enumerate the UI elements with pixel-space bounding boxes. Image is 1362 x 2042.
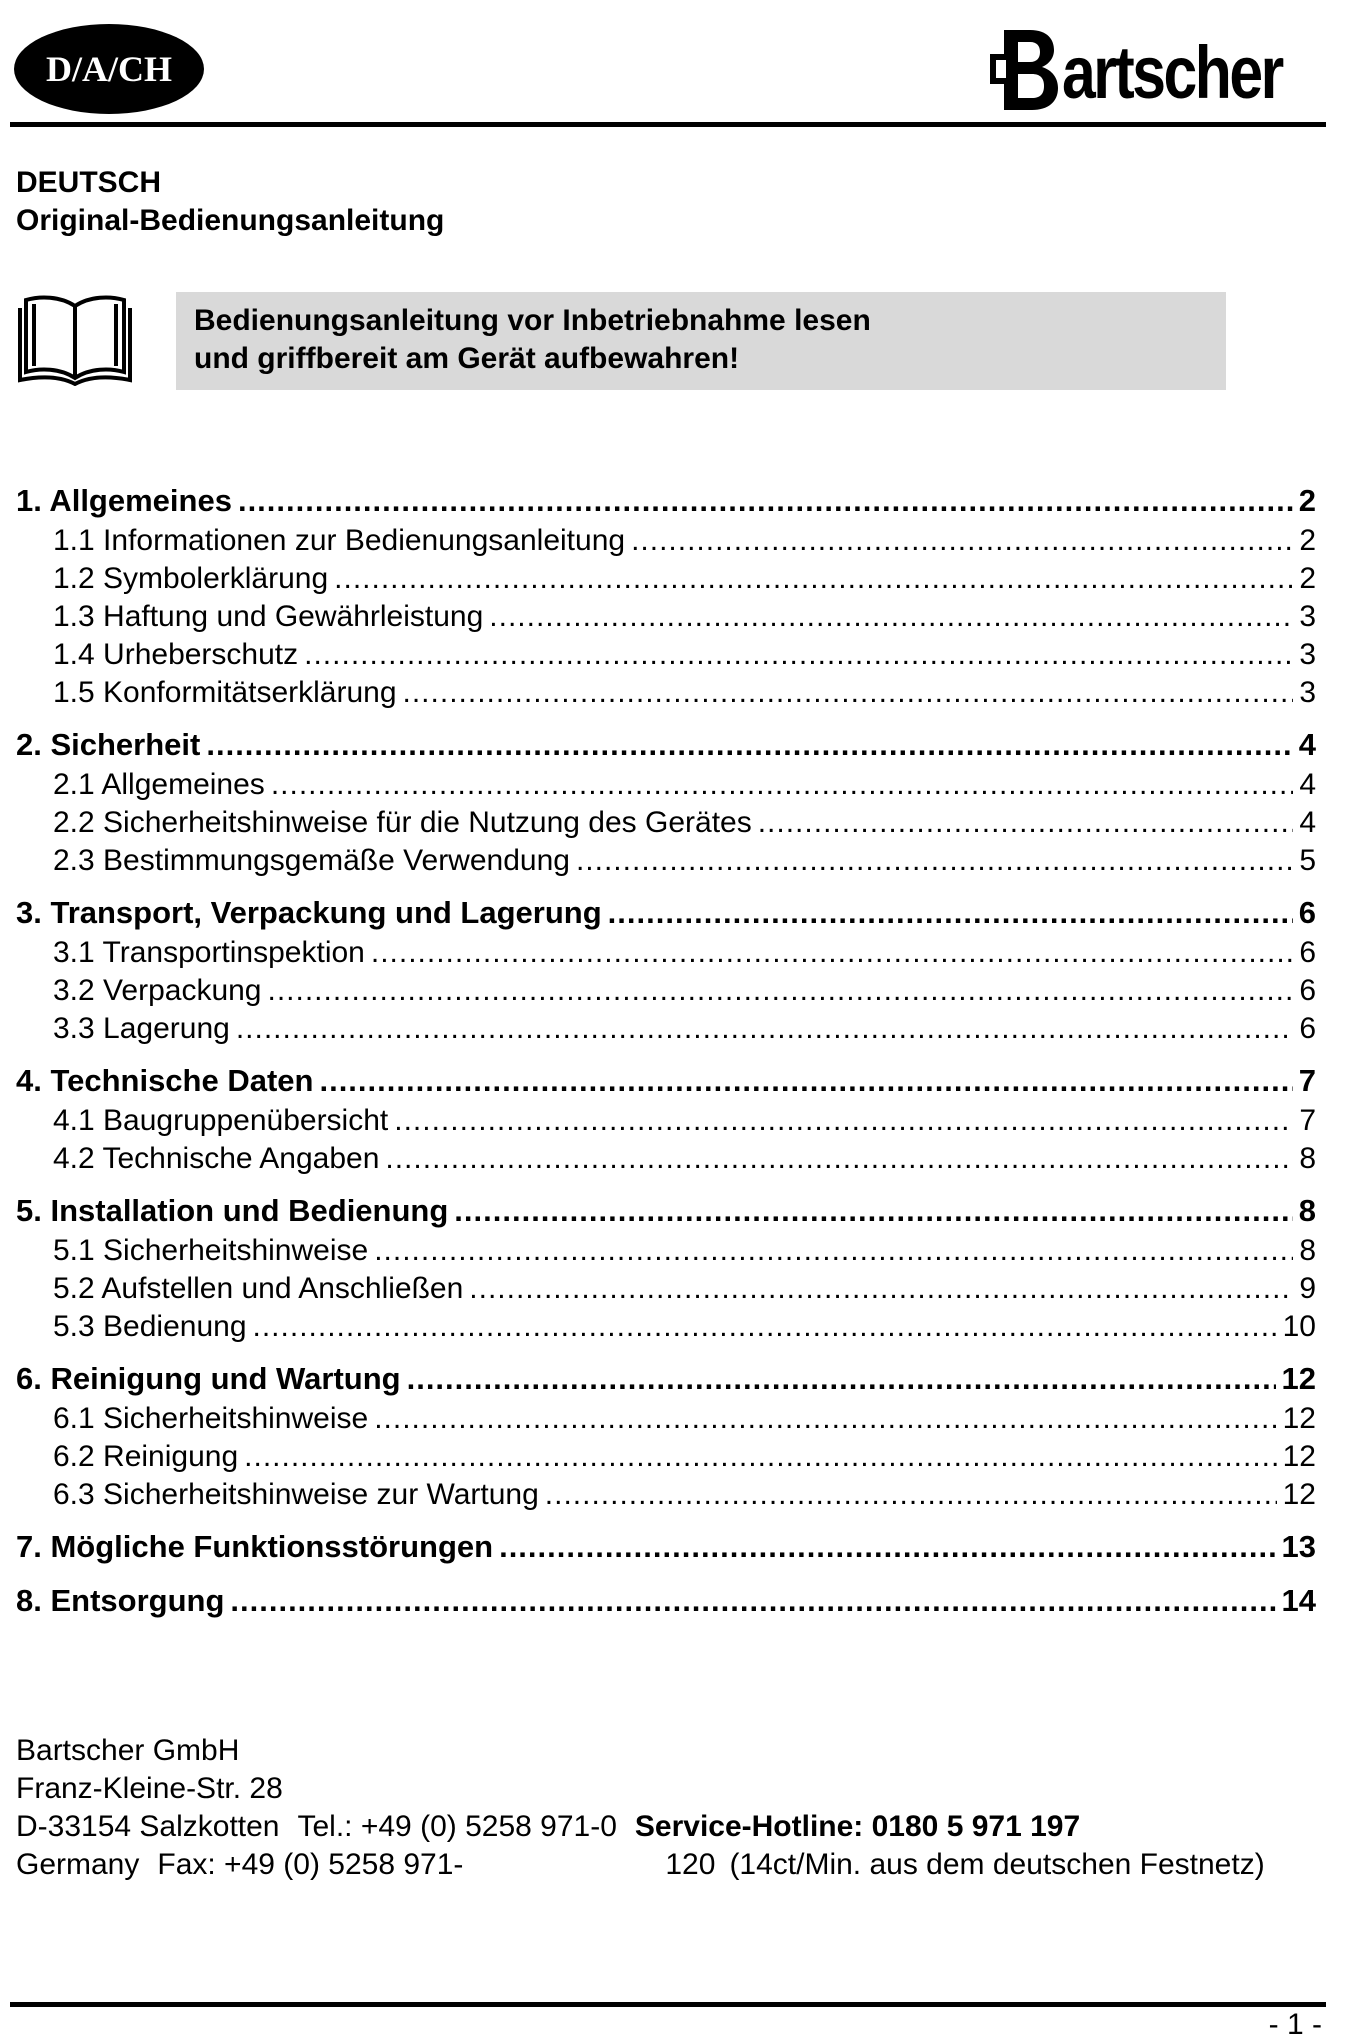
company-name: Bartscher GmbH	[16, 1734, 240, 1767]
toc-subsection	[16, 560, 1316, 598]
header-rule	[10, 122, 1326, 127]
toc-subsection-title: 6.3 Sicherheitshinweise zur Wartung	[53, 1478, 539, 1511]
toc-leader-dots	[454, 1190, 1292, 1232]
toc-subsection	[16, 1270, 1316, 1308]
toc-chapter-page: 14	[1281, 1583, 1316, 1618]
toc-leader-dots	[206, 724, 1292, 766]
toc-subsection-page: 8	[1299, 1142, 1316, 1175]
toc-subsection-title: 3.2 Verpackung	[53, 974, 262, 1007]
toc-leader-dots	[407, 1358, 1276, 1400]
toc-subsection	[16, 842, 1316, 880]
toc-leader-dots	[244, 1438, 1276, 1476]
address-city-row	[16, 1808, 1356, 1846]
toc-chapter-page: 2	[1298, 483, 1316, 518]
toc-subsection-title: 6.1 Sicherheitshinweise	[53, 1402, 369, 1435]
address-street	[16, 1770, 1356, 1808]
toc-leader-dots	[374, 1232, 1293, 1270]
telephone: Tel.: +49 (0) 5258 971-0	[297, 1810, 617, 1843]
toc-subsection	[16, 1232, 1316, 1270]
toc-subsection	[16, 1308, 1316, 1346]
toc-section	[16, 480, 1316, 712]
brand-name: artscher	[1062, 31, 1282, 114]
toc-leader-dots	[271, 766, 1294, 804]
toc-chapter-title: 2. Sicherheit	[16, 727, 201, 762]
toc-subsection-title: 4.2 Technische Angaben	[53, 1142, 380, 1175]
toc-subsection	[16, 522, 1316, 560]
region-badge	[14, 24, 204, 114]
toc-subsection	[16, 934, 1316, 972]
toc-chapter	[16, 1358, 1316, 1400]
toc-subsection	[16, 804, 1316, 842]
toc-subsection	[16, 1140, 1316, 1178]
toc-leader-dots	[334, 560, 1293, 598]
service-hotline: Service-Hotline: 0180 5 971 197	[634, 1810, 1081, 1843]
toc-subsection	[16, 674, 1316, 712]
toc-subsection-title: 1.5 Konformitätserklärung	[53, 676, 397, 709]
toc-subsection-page: 8	[1299, 1234, 1316, 1267]
toc-subsection-page: 12	[1282, 1440, 1316, 1473]
notice-line-1: Bedienungsanleitung vor Inbetriebnahme lesen	[194, 304, 871, 337]
toc-section	[16, 1358, 1316, 1514]
manual-subtitle: Original-Bedienungsanleitung	[16, 204, 445, 237]
toc-leader-dots	[394, 1102, 1293, 1140]
toc-leader-dots	[304, 636, 1293, 674]
toc-subsection-page: 4	[1299, 768, 1316, 801]
toc-subsection-page: 12	[1282, 1478, 1316, 1511]
fax-extension: 120	[665, 1848, 716, 1881]
toc-subsection	[16, 598, 1316, 636]
toc-subsection-title: 3.1 Transportinspektion	[53, 936, 365, 969]
toc-leader-dots	[374, 1400, 1276, 1438]
city: D-33154 Salzkotten	[16, 1810, 280, 1843]
toc-subsection-page: 6	[1299, 974, 1316, 1007]
toc-subsection	[16, 766, 1316, 804]
toc-chapter	[16, 480, 1316, 522]
toc-leader-dots	[489, 598, 1293, 636]
notice-line-2: und griffbereit am Gerät aufbewahren!	[194, 342, 740, 375]
toc-subsection-title: 4.1 Baugruppenübersicht	[53, 1104, 389, 1137]
country: Germany	[16, 1848, 140, 1881]
toc-leader-dots	[469, 1270, 1293, 1308]
read-instructions-notice	[176, 292, 1226, 390]
company-address	[16, 1732, 1356, 1884]
toc-section	[16, 1526, 1316, 1568]
toc-section	[16, 892, 1316, 1048]
toc-chapter	[16, 724, 1316, 766]
toc-subsection	[16, 1010, 1316, 1048]
toc-section	[16, 724, 1316, 880]
toc-subsection-page: 5	[1299, 844, 1316, 877]
toc-chapter-page: 6	[1298, 895, 1316, 930]
toc-subsection-title: 5.3 Bedienung	[53, 1310, 247, 1343]
toc-subsection	[16, 1438, 1316, 1476]
toc-chapter	[16, 1060, 1316, 1102]
toc-chapter-title: 5. Installation und Bedienung	[16, 1193, 449, 1228]
toc-subsection-page: 6	[1299, 936, 1316, 969]
address-country-row	[16, 1846, 1356, 1884]
toc-subsection-title: 1.4 Urheberschutz	[53, 638, 299, 671]
toc-subsection	[16, 1400, 1316, 1438]
toc-subsection-title: 2.1 Allgemeines	[53, 768, 265, 801]
toc-leader-dots	[631, 522, 1293, 560]
toc-subsection	[16, 636, 1316, 674]
toc-leader-dots	[608, 892, 1293, 934]
toc-leader-dots	[319, 1060, 1292, 1102]
region-badge-label: D/A/CH	[46, 49, 172, 89]
toc-chapter-page: 13	[1281, 1529, 1316, 1564]
language-heading	[16, 164, 444, 240]
toc-subsection	[16, 1476, 1316, 1514]
toc-subsection-page: 3	[1299, 600, 1316, 633]
toc-leader-dots	[403, 674, 1294, 712]
toc-subsection-page: 3	[1299, 676, 1316, 709]
toc-chapter-page: 7	[1298, 1063, 1316, 1098]
toc-leader-dots	[253, 1308, 1277, 1346]
toc-subsection-page: 12	[1282, 1402, 1316, 1435]
toc-subsection-page: 10	[1282, 1310, 1316, 1343]
footer-rule	[10, 2002, 1326, 2007]
toc-subsection-page: 7	[1299, 1104, 1316, 1137]
brand-logo	[990, 14, 1312, 124]
toc-section	[16, 1060, 1316, 1178]
toc-section	[16, 1190, 1316, 1346]
toc-leader-dots	[268, 972, 1294, 1010]
toc-subsection-title: 2.3 Bestimmungsgemäße Verwendung	[53, 844, 570, 877]
toc-chapter-title: 4. Technische Daten	[16, 1063, 314, 1098]
toc-subsection-title: 1.3 Haftung und Gewährleistung	[53, 600, 484, 633]
toc-chapter	[16, 1526, 1316, 1568]
toc-leader-dots	[758, 804, 1294, 842]
toc-chapter	[16, 892, 1316, 934]
hotline-note: (14ct/Min. aus dem deutschen Festnetz)	[729, 1848, 1265, 1881]
bartscher-b-logo-icon	[990, 26, 1060, 112]
toc-subsection-page: 4	[1299, 806, 1316, 839]
language-label: DEUTSCH	[16, 166, 162, 199]
toc-subsection-page: 2	[1299, 524, 1316, 557]
toc-subsection-title: 2.2 Sicherheitshinweise für die Nutzung des Gerätes	[53, 806, 752, 839]
toc-chapter-page: 4	[1298, 727, 1316, 762]
toc-chapter-title: 3. Transport, Verpackung und Lagerung	[16, 895, 602, 930]
toc-subsection-title: 3.3 Lagerung	[53, 1012, 230, 1045]
toc-chapter-page: 8	[1298, 1193, 1316, 1228]
toc-leader-dots	[499, 1526, 1275, 1568]
toc-chapter-title: 8. Entsorgung	[16, 1583, 225, 1618]
address-company	[16, 1732, 1356, 1770]
toc-subsection-title: 6.2 Reinigung	[53, 1440, 239, 1473]
toc-subsection-page: 2	[1299, 562, 1316, 595]
fax: Fax: +49 (0) 5258 971-	[157, 1848, 464, 1881]
toc-subsection	[16, 1102, 1316, 1140]
toc-subsection-page: 3	[1299, 638, 1316, 671]
toc-subsection-title: 5.2 Aufstellen und Anschließen	[53, 1272, 464, 1305]
toc-chapter-page: 12	[1281, 1361, 1316, 1396]
toc-subsection-title: 5.1 Sicherheitshinweise	[53, 1234, 369, 1267]
toc-subsection-title: 1.2 Symbolerklärung	[53, 562, 329, 595]
toc-leader-dots	[576, 842, 1293, 880]
toc-chapter-title: 6. Reinigung und Wartung	[16, 1361, 401, 1396]
toc-chapter	[16, 1580, 1316, 1622]
toc-subsection-title: 1.1 Informationen zur Bedienungsanleitung	[53, 524, 626, 557]
toc-chapter-title: 1. Allgemeines	[16, 483, 232, 518]
toc-subsection-page: 9	[1299, 1272, 1316, 1305]
toc-leader-dots	[385, 1140, 1293, 1178]
street: Franz-Kleine-Str. 28	[16, 1772, 283, 1805]
toc-chapter	[16, 1190, 1316, 1232]
toc-subsection-page: 6	[1299, 1012, 1316, 1045]
toc-chapter-title: 7. Mögliche Funktionsstörungen	[16, 1529, 494, 1564]
toc-leader-dots	[236, 1010, 1293, 1048]
page-number: - 1 -	[1268, 2008, 1322, 2041]
toc-leader-dots	[545, 1476, 1277, 1514]
toc-leader-dots	[230, 1580, 1275, 1622]
table-of-contents	[16, 480, 1316, 1634]
toc-leader-dots	[371, 934, 1293, 972]
toc-section	[16, 1580, 1316, 1622]
open-book-icon	[16, 290, 134, 386]
toc-subsection	[16, 972, 1316, 1010]
toc-leader-dots	[238, 480, 1293, 522]
